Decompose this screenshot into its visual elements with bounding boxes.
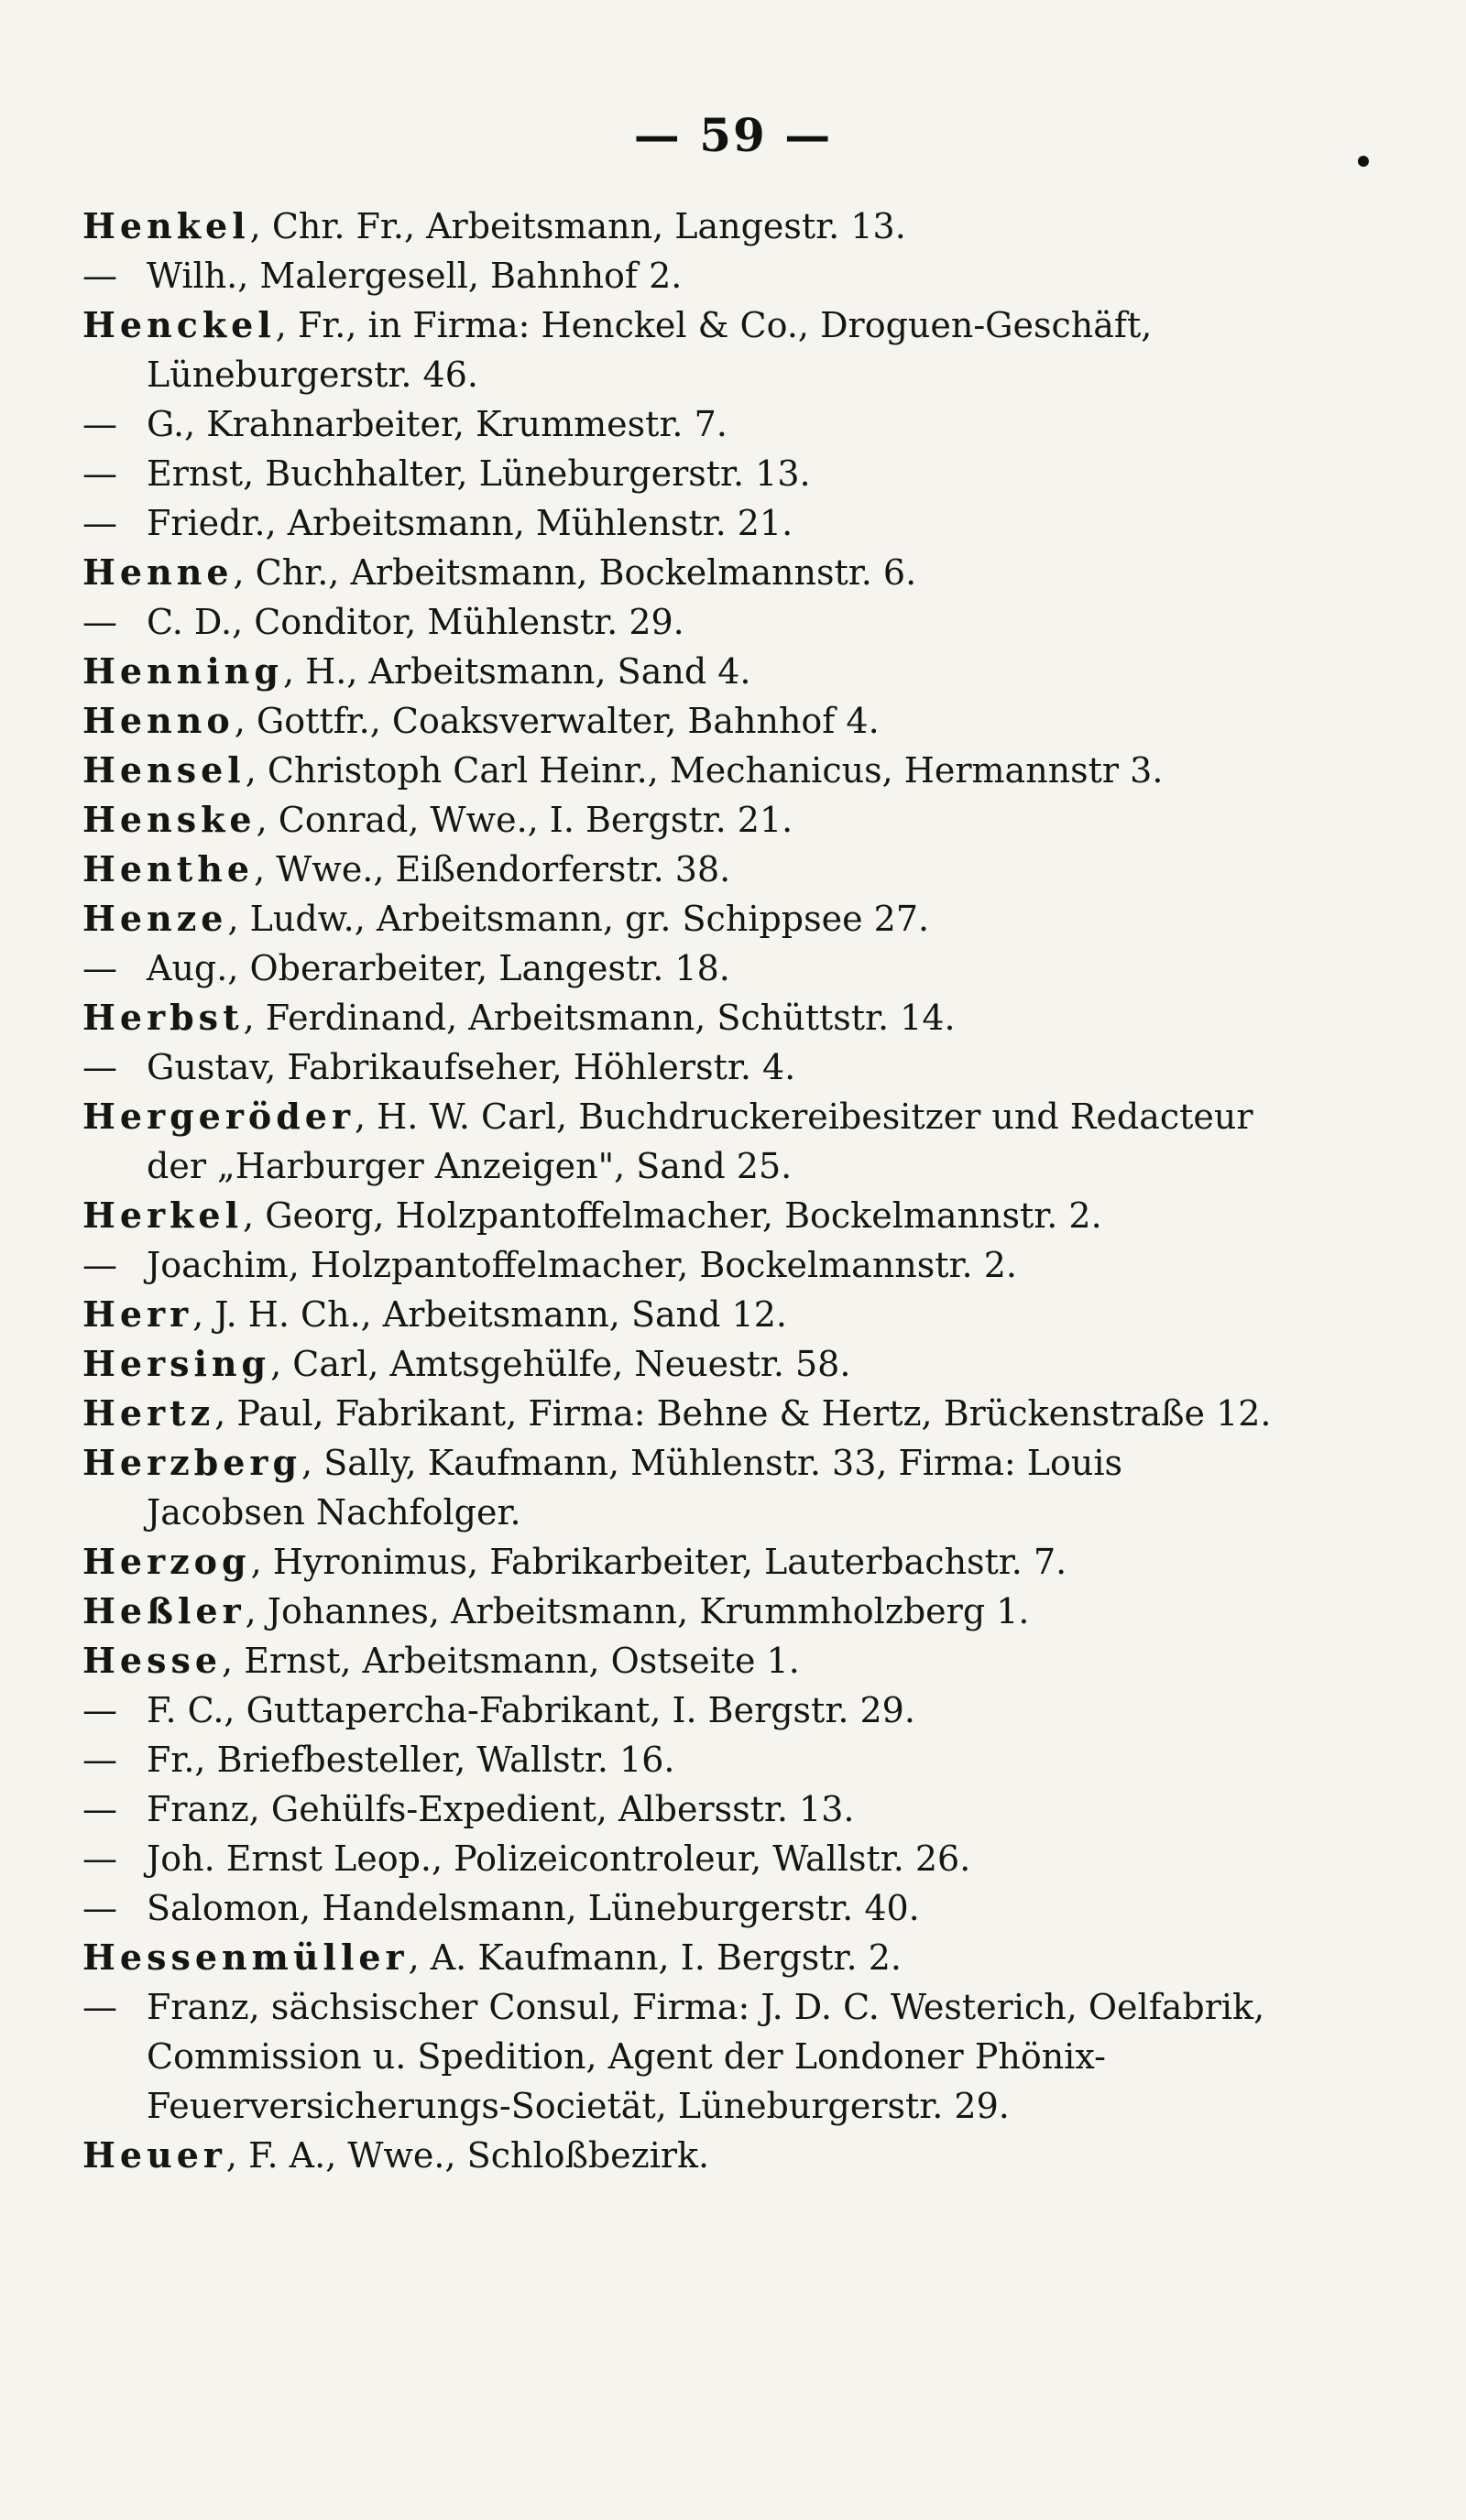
entry-surname: Henning	[82, 650, 283, 692]
directory-entry	[82, 1042, 1274, 1092]
entry-surname: Hersing	[82, 1343, 271, 1384]
entry-surname: Herkel	[82, 1195, 244, 1236]
entry-details: Gustav, Fabrikaufseher, Höhlerstr. 4.	[147, 1047, 796, 1087]
entry-surname: Heuer	[82, 2134, 226, 2176]
entry-repeat-dash: —	[82, 404, 117, 444]
directory-entry	[82, 1587, 1274, 1636]
entry-surname: Henkel	[82, 205, 250, 246]
directory-entry	[82, 1092, 1274, 1191]
entry-details: , Chr. Fr., Arbeitsmann, Langestr. 13.	[249, 206, 906, 246]
entry-details: Wilh., Malergesell, Bahnhof 2.	[147, 256, 683, 296]
directory-entry	[82, 993, 1274, 1042]
directory-entry	[82, 2131, 1274, 2180]
directory-entry	[82, 1685, 1274, 1735]
entry-details: , Christoph Carl Heinr., Mechanicus, Hermannstr 3.	[245, 750, 1164, 791]
entry-details: C. D., Conditor, Mühlenstr. 29.	[147, 602, 684, 642]
entry-details: , Ernst, Arbeitsmann, Ostseite 1.	[222, 1641, 800, 1681]
directory-entry	[82, 1290, 1274, 1339]
directory-entry	[82, 202, 1274, 251]
entry-surname: Herbst	[82, 997, 244, 1038]
entry-repeat-dash: —	[82, 948, 117, 988]
entry-details: , Carl, Amtsgehülfe, Neuestr. 58.	[270, 1344, 851, 1384]
directory-entry	[82, 1883, 1274, 1933]
entry-details: Aug., Oberarbeiter, Langestr. 18.	[147, 948, 730, 988]
directory-entry	[82, 696, 1274, 746]
entry-surname: Herr	[82, 1293, 193, 1335]
entry-details: , Paul, Fabrikant, Firma: Behne & Hertz, Brückenstraße 12.	[214, 1393, 1272, 1434]
entry-details: Salomon, Handelsmann, Lüneburgerstr. 40.	[147, 1888, 920, 1928]
directory-entry	[82, 1191, 1274, 1240]
entry-details: F. C., Guttapercha-Fabrikant, I. Bergstr. 29.	[147, 1690, 915, 1730]
entry-repeat-dash: —	[82, 1690, 117, 1730]
directory-entry	[82, 647, 1274, 696]
directory-entry	[82, 795, 1274, 845]
directory-entry	[82, 449, 1274, 498]
entry-details: , Sally, Kaufmann, Mühlenstr. 33, Firma: Louis Jacobsen Nachfolger.	[147, 1443, 1123, 1533]
directory-entry	[82, 251, 1274, 300]
entry-details: Fr., Briefbesteller, Wallstr. 16.	[147, 1740, 675, 1780]
directory-entry	[82, 1537, 1274, 1587]
entry-details: , J. H. Ch., Arbeitsmann, Sand 12.	[192, 1294, 787, 1335]
entry-surname: Hessenmüller	[82, 1936, 409, 1978]
entry-details: , Ludw., Arbeitsmann, gr. Schippsee 27.	[227, 899, 930, 939]
entry-details: Joh. Ernst Leop., Polizeicontroleur, Wallstr. 26.	[147, 1838, 971, 1879]
entry-surname: Herzog	[82, 1541, 251, 1582]
entry-surname: Hesse	[82, 1640, 223, 1681]
entry-surname: Herzberg	[82, 1442, 302, 1483]
entry-repeat-dash: —	[82, 602, 117, 642]
directory-entry	[82, 300, 1274, 399]
entry-details: , Georg, Holzpantoffelmacher, Bockelmannstr. 2.	[243, 1195, 1102, 1236]
entry-details: G., Krahnarbeiter, Krummestr. 7.	[147, 404, 728, 444]
entry-repeat-dash: —	[82, 1789, 117, 1829]
entry-details: , Chr., Arbeitsmann, Bockelmannstr. 6.	[233, 552, 917, 593]
directory-entry	[82, 1735, 1274, 1784]
directory-entry	[82, 1933, 1274, 1982]
directory-entry	[82, 1240, 1274, 1290]
entry-repeat-dash: —	[82, 1245, 117, 1285]
entry-details: , A. Kaufmann, I. Bergstr. 2.	[408, 1937, 902, 1978]
entry-details: , Johannes, Arbeitsmann, Krummholzberg 1.	[245, 1591, 1030, 1631]
directory-entry	[82, 1438, 1274, 1537]
entry-surname: Henckel	[82, 304, 276, 345]
entry-details: , Wwe., Eißendorferstr. 38.	[254, 849, 731, 889]
entry-details: Joachim, Holzpantoffelmacher, Bockelmannstr. 2.	[147, 1245, 1017, 1285]
directory-entry	[82, 1834, 1274, 1883]
entry-repeat-dash: —	[82, 1838, 117, 1879]
directory-entry	[82, 845, 1274, 894]
directory-entry	[82, 548, 1274, 597]
entry-details: Franz, Gehülfs-Expedient, Albersstr. 13.	[147, 1789, 855, 1829]
entry-repeat-dash: —	[82, 256, 117, 296]
page-number: — 59 —	[633, 108, 833, 162]
directory-entry	[82, 399, 1274, 449]
entry-details: , Gottfr., Coaksverwalter, Bahnhof 4.	[234, 701, 880, 741]
directory-entry	[82, 746, 1274, 795]
directory-entries	[82, 202, 1274, 2180]
entry-surname: Henno	[82, 700, 235, 741]
entry-surname: Henthe	[82, 848, 255, 889]
entry-details: Friedr., Arbeitsmann, Mühlenstr. 21.	[147, 503, 793, 543]
ink-dot	[1358, 156, 1369, 167]
directory-entry	[82, 944, 1274, 993]
directory-entry	[82, 1636, 1274, 1685]
entry-surname: Henske	[82, 799, 257, 840]
directory-entry	[82, 1339, 1274, 1389]
entry-details: , Ferdinand, Arbeitsmann, Schüttstr. 14.	[243, 998, 956, 1038]
entry-surname: Hertz	[82, 1392, 215, 1434]
entry-repeat-dash: —	[82, 503, 117, 543]
entry-details: , Hyronimus, Fabrikarbeiter, Lauterbachstr. 7.	[250, 1542, 1067, 1582]
directory-entry	[82, 894, 1274, 944]
entry-surname: Henze	[82, 898, 228, 939]
entry-repeat-dash: —	[82, 1047, 117, 1087]
entry-details: Ernst, Buchhalter, Lüneburgerstr. 13.	[147, 453, 811, 494]
entry-repeat-dash: —	[82, 1740, 117, 1780]
entry-repeat-dash: —	[82, 453, 117, 494]
directory-entry	[82, 1389, 1274, 1438]
entry-details: , F. A., Wwe., Schloßbezirk.	[225, 2135, 710, 2176]
entry-details: , H., Arbeitsmann, Sand 4.	[282, 651, 751, 692]
directory-entry	[82, 1982, 1274, 2131]
entry-surname: Henne	[82, 551, 234, 593]
entry-surname: Heßler	[82, 1590, 246, 1631]
entry-details: , Fr., in Firma: Henckel & Co., Droguen-Geschäft, Lüneburgerstr. 46.	[147, 305, 1153, 395]
directory-entry	[82, 597, 1274, 647]
entry-repeat-dash: —	[82, 1987, 117, 2027]
entry-details: , H. W. Carl, Buchdruckereibesitzer und Redacteur der „Harburger Anzeigen", Sand 25.	[147, 1096, 1253, 1186]
entry-details: Franz, sächsischer Consul, Firma: J. D. C. Westerich, Oelfabrik, Commission u. Spedition, Agent der Londoner Phönix-Feuerversicherungs-Societät, Lüneburgerstr. 29.	[147, 1987, 1265, 2126]
entry-surname: Hensel	[82, 749, 246, 791]
entry-surname: Hergeröder	[82, 1096, 355, 1137]
entry-details: , Conrad, Wwe., I. Bergstr. 21.	[256, 800, 793, 840]
directory-entry	[82, 1784, 1274, 1834]
directory-entry	[82, 498, 1274, 548]
entry-repeat-dash: —	[82, 1888, 117, 1928]
